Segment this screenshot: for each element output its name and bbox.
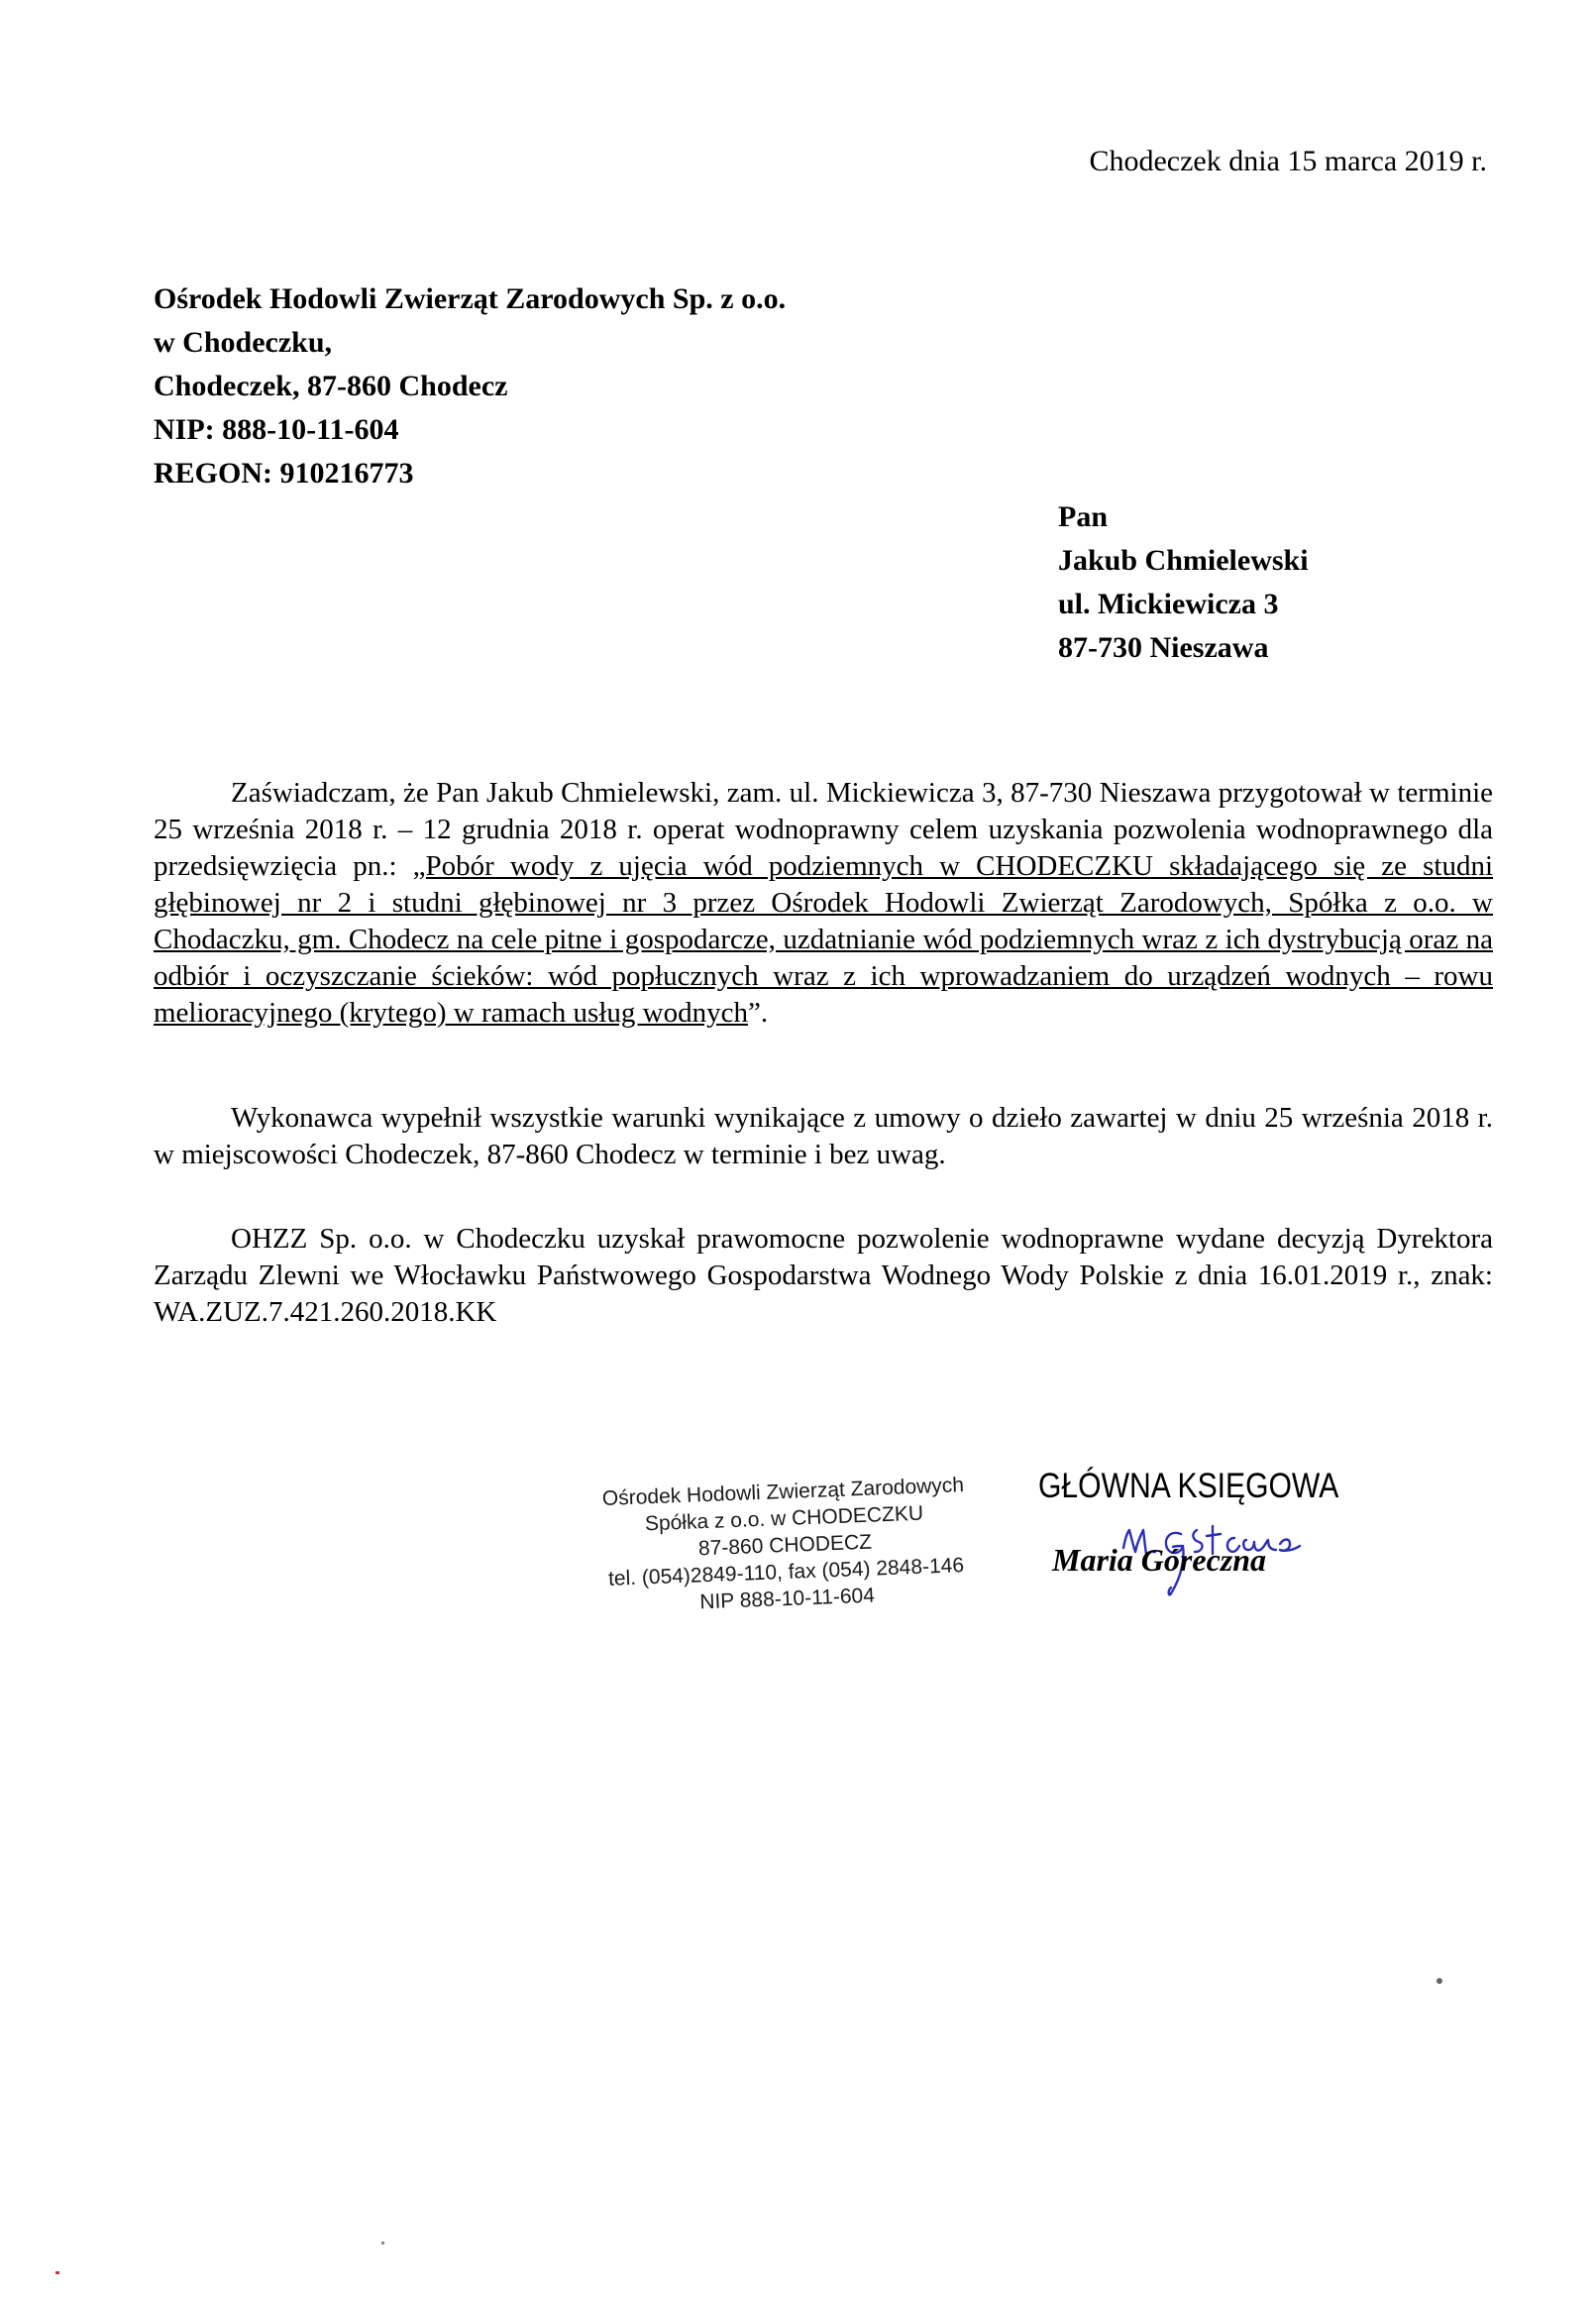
sender-line: NIP: 888-10-11-604 xyxy=(154,413,399,446)
recipient-line: Pan xyxy=(1058,500,1109,533)
stamp-line: Spółka z o.o. w CHODECZKU xyxy=(644,1501,924,1536)
sender-address xyxy=(154,277,786,495)
letter-date: Chodeczek dnia 15 marca 2019 r. xyxy=(1089,145,1487,177)
paragraph-intro: Zaświadczam, że Pan Jakub Chmielewski, zam. ul. Mickiewicza 3, 87-730 Nieszawa przygotował w terminie 25 września 2018 r. – 12 grudnia 2018 r. operat wodnoprawny celem uzyskania pozwolenia wodnoprawnego dla przedsięwzięcia pn.: xyxy=(154,777,1493,882)
sender-line: w Chodeczku, xyxy=(154,326,333,359)
sender-line: Chodeczek, 87-860 Chodecz xyxy=(154,370,508,402)
permit-paragraph: OHZZ Sp. o.o. w Chodeczku uzyskał prawomocne pozwolenie wodnoprawne wydane decyzją Dyrektora Zarządu Zlewni we Włocławku Państwowego Gospodarstwa Wodnego Wody Polskie z dnia 16.01.2019 r., znak: WA.ZUZ.7.421.260.2018.KK xyxy=(154,1223,1493,1328)
signatory-title: GŁÓWNA KSIĘGOWA xyxy=(1038,1467,1339,1505)
project-title-quote: „Pobór wody z ujęcia wód podziemnych w CHODECZKU składającego się ze studni głębinowej nr 2 i studni głębinowej nr 3 przez Ośrodek Hodowli Zwierząt Zarodowych, Spółka z o.o. w Chodaczku, gm. Chodecz na cele pitne i gospodarcze, uzdatnianie wód podziemnych wraz z ich dystrybucją oraz na odbiór i oczyszczanie ścieków: wód popłucznych wraz z ich wprowadzaniem do urządzeń wodnych – rowu melioracyjnego (krytego) w ramach usług wodnych xyxy=(154,850,1494,1029)
scan-speck xyxy=(55,2271,59,2274)
sender-line: REGON: 910216773 xyxy=(154,457,414,490)
sender-line: Ośrodek Hodowli Zwierząt Zarodowych Sp. z o.o. xyxy=(154,282,787,315)
recipient-address xyxy=(1058,495,1309,670)
stamp-line: Ośrodek Hodowli Zwierząt Zarodowych xyxy=(601,1474,965,1511)
stamp-line: NIP 888-10-11-604 xyxy=(698,1584,876,1614)
contractor-paragraph: Wykonawca wypełnił wszystkie warunki wynikające z umowy o dzieło zawartej w dniu 25 września 2018 r. w miejscowości Chodeczek, 87-860 Chodecz w terminie i bez uwag. xyxy=(154,1102,1493,1170)
certificate-paragraph xyxy=(154,775,1493,1032)
recipient-line: Jakub Chmielewski xyxy=(1058,544,1309,577)
company-stamp xyxy=(584,1471,988,1644)
recipient-line: 87-730 Nieszawa xyxy=(1058,631,1269,664)
stamp-line: tel. (054)2849-110, fax (054) 2848-146 xyxy=(607,1554,965,1590)
paragraph-end: ”. xyxy=(747,997,769,1029)
scan-speck xyxy=(1436,1978,1442,1984)
stamp-line: 87-860 CHODECZ xyxy=(697,1530,873,1561)
recipient-line: ul. Mickiewicza 3 xyxy=(1058,588,1279,620)
signatory-name: Maria Góreczna xyxy=(1052,1542,1267,1578)
scan-speck xyxy=(381,2242,384,2245)
